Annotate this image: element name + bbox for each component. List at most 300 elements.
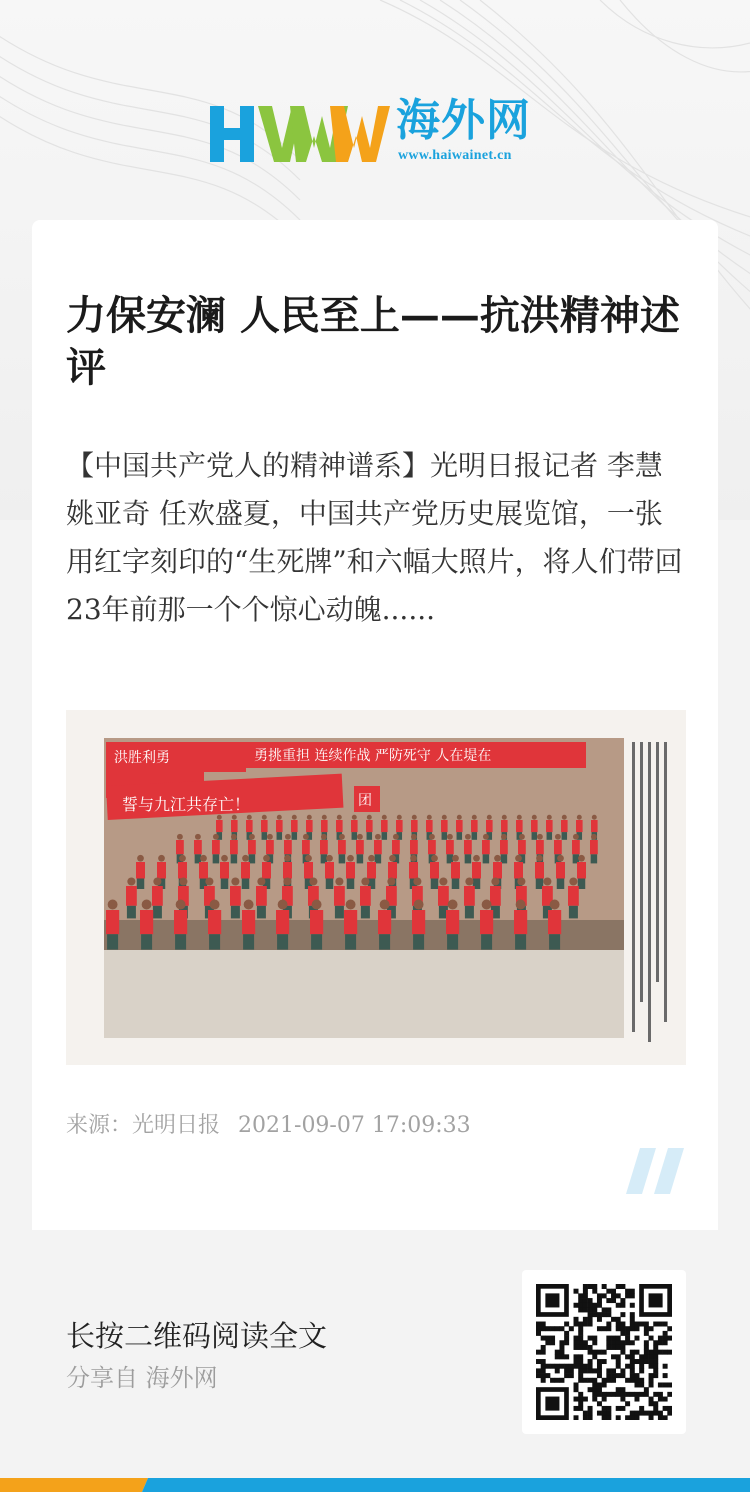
soldier-legs — [153, 906, 162, 919]
qr-module — [620, 1387, 625, 1392]
qr-module — [592, 1392, 597, 1397]
soldier-legs — [465, 854, 472, 863]
qr-module — [620, 1340, 625, 1345]
soldier-head — [517, 815, 522, 820]
soldier-figure — [212, 840, 220, 854]
soldier-figure — [230, 840, 238, 854]
qr-module — [667, 1326, 672, 1331]
qr-module — [541, 1373, 546, 1378]
qr-module — [597, 1298, 602, 1303]
qr-module — [555, 1364, 560, 1369]
qr-module — [578, 1336, 583, 1341]
qr-module — [616, 1354, 621, 1359]
soldier-legs — [262, 832, 268, 840]
qr-module — [536, 1373, 541, 1378]
qr-module — [536, 1350, 541, 1355]
banner-text: 勇挑重担 连续作战 严防死守 人在堤在 — [254, 748, 492, 764]
soldier-legs — [532, 832, 538, 840]
qr-module — [620, 1322, 625, 1327]
soldier-figure — [199, 862, 208, 879]
qr-module — [564, 1340, 569, 1345]
qr-module — [649, 1354, 654, 1359]
soldier-legs — [231, 906, 240, 919]
soldier-legs — [483, 854, 490, 863]
soldier-legs — [257, 906, 266, 919]
soldier-head — [532, 815, 537, 820]
qr-module — [536, 1322, 541, 1327]
soldier-head — [257, 877, 265, 885]
qr-module — [606, 1345, 611, 1350]
soldier-figure — [501, 820, 508, 832]
qr-module — [592, 1354, 597, 1359]
soldier-head — [427, 815, 432, 820]
qr-module — [625, 1401, 630, 1406]
soldier-head — [550, 900, 560, 910]
article-title: 力保安澜 人民至上——抗洪精神述评 — [66, 292, 680, 391]
soldier-figure — [490, 886, 501, 906]
soldier-figure — [136, 862, 145, 879]
soldier-legs — [442, 832, 448, 840]
qr-module — [658, 1382, 663, 1387]
soldier-figure — [536, 840, 544, 854]
soldier-figure — [230, 886, 241, 906]
qr-module — [616, 1364, 621, 1369]
qr-module — [564, 1364, 569, 1369]
qr-module — [592, 1289, 597, 1294]
qr-module — [574, 1336, 579, 1341]
qr-module — [667, 1382, 672, 1387]
qr-module — [667, 1406, 672, 1411]
soldier-figure — [126, 886, 137, 906]
soldier-figure — [302, 840, 310, 854]
qr-module — [559, 1340, 564, 1345]
qr-module — [588, 1303, 593, 1308]
qr-module — [616, 1387, 621, 1392]
soldier-legs — [339, 854, 346, 863]
soldier-head — [494, 855, 501, 862]
logo-text-cn: 海外网 — [396, 95, 531, 146]
qr-module — [634, 1350, 639, 1355]
qr-module — [630, 1312, 635, 1317]
qr-module — [588, 1312, 593, 1317]
qr-module — [578, 1326, 583, 1331]
qr-module — [649, 1350, 654, 1355]
qr-module — [649, 1326, 654, 1331]
qr-module — [588, 1411, 593, 1416]
soldier-figure — [291, 820, 298, 832]
qr-module — [574, 1397, 579, 1402]
soldier-head — [387, 877, 395, 885]
soldier-figure — [356, 840, 364, 854]
qr-module — [630, 1354, 635, 1359]
soldier-figure — [231, 820, 238, 832]
soldier-head — [213, 834, 219, 840]
qr-module — [653, 1392, 658, 1397]
qr-module — [583, 1340, 588, 1345]
soldier-head — [393, 834, 399, 840]
soldier-legs — [481, 934, 492, 949]
soldier-legs — [292, 832, 298, 840]
qr-module — [616, 1359, 621, 1364]
qr-module — [583, 1364, 588, 1369]
qr-module — [644, 1345, 649, 1350]
soldier-legs — [221, 879, 229, 890]
qr-code-icon — [536, 1284, 672, 1420]
soldier-figure — [241, 862, 250, 879]
qr-module — [653, 1411, 658, 1416]
soldier-head — [569, 877, 577, 885]
qr-module — [611, 1293, 616, 1298]
qr-code[interactable] — [522, 1270, 686, 1434]
qr-module — [592, 1312, 597, 1317]
soldier-figure — [441, 820, 448, 832]
soldier-head — [412, 815, 417, 820]
qr-module — [578, 1307, 583, 1312]
qr-module — [602, 1312, 607, 1317]
qr-module — [620, 1284, 625, 1289]
qr-module — [588, 1336, 593, 1341]
soldier-head — [263, 855, 270, 862]
qr-module — [564, 1322, 569, 1327]
soldier-figure — [446, 910, 459, 934]
soldier-figure — [482, 840, 490, 854]
soldier-legs — [549, 934, 560, 949]
qr-module — [644, 1350, 649, 1355]
qr-module — [583, 1411, 588, 1416]
qr-module — [620, 1303, 625, 1308]
soldier-legs — [578, 879, 586, 890]
qr-module — [644, 1326, 649, 1331]
soldier-head — [176, 900, 186, 910]
soldier-figure — [366, 820, 373, 832]
qr-module — [663, 1350, 668, 1355]
soldier-figure — [262, 862, 271, 879]
qr-module — [578, 1359, 583, 1364]
soldier-legs — [367, 832, 373, 840]
qr-module — [611, 1378, 616, 1383]
qr-module — [663, 1331, 668, 1336]
qr-module — [616, 1415, 621, 1420]
qr-module — [550, 1378, 555, 1383]
qr-module — [616, 1336, 621, 1341]
banner-text: 誓与九江共存亡！ — [122, 795, 251, 814]
soldier-figure — [590, 840, 598, 854]
qr-module — [663, 1322, 668, 1327]
soldier-head — [277, 815, 282, 820]
qr-module — [620, 1368, 625, 1373]
soldier-head — [465, 877, 473, 885]
quote-icon — [626, 1148, 690, 1194]
bottom-accent-bar — [0, 1478, 750, 1492]
qr-module — [644, 1392, 649, 1397]
qr-module — [583, 1293, 588, 1298]
qr-module — [620, 1331, 625, 1336]
soldier-figure — [500, 840, 508, 854]
soldier-figure — [106, 910, 119, 934]
qr-module — [583, 1307, 588, 1312]
soldier-head — [429, 834, 435, 840]
qr-module — [574, 1289, 579, 1294]
qr-module — [536, 1326, 541, 1331]
soldier-legs — [447, 934, 458, 949]
qr-module — [620, 1350, 625, 1355]
qr-module — [653, 1373, 658, 1378]
qr-module — [649, 1397, 654, 1402]
soldier-figure — [283, 862, 292, 879]
soldier-head — [179, 877, 187, 885]
qr-module — [611, 1392, 616, 1397]
qr-module — [555, 1378, 560, 1383]
soldier-legs — [591, 854, 598, 863]
qr-module — [630, 1392, 635, 1397]
qr-module — [653, 1406, 658, 1411]
qr-module — [578, 1354, 583, 1359]
qr-module — [611, 1298, 616, 1303]
qr-module — [541, 1350, 546, 1355]
soldier-legs — [547, 832, 553, 840]
soldier-head — [262, 815, 267, 820]
qr-module — [578, 1293, 583, 1298]
soldier-head — [247, 815, 252, 820]
soldier-figure — [456, 820, 463, 832]
soldier-legs — [107, 934, 118, 949]
qr-module — [583, 1303, 588, 1308]
soldier-legs — [357, 854, 364, 863]
qr-module — [649, 1415, 654, 1420]
soldier-figure — [576, 820, 583, 832]
soldier-legs — [352, 832, 358, 840]
soldier-head — [543, 877, 551, 885]
soldier-figure — [310, 910, 323, 934]
qr-finder — [545, 1293, 559, 1307]
qr-module — [630, 1293, 635, 1298]
qr-module — [658, 1392, 663, 1397]
soldier-figure — [334, 886, 345, 906]
qr-module — [611, 1317, 616, 1322]
qr-module — [634, 1382, 639, 1387]
soldier-head — [368, 855, 375, 862]
qr-module — [639, 1378, 644, 1383]
qr-module — [630, 1378, 635, 1383]
qr-module — [639, 1322, 644, 1327]
qr-module — [606, 1322, 611, 1327]
soldier-head — [309, 877, 317, 885]
soldier-head — [242, 855, 249, 862]
soldier-figure — [351, 820, 358, 832]
qr-module — [616, 1322, 621, 1327]
soldier-legs — [242, 879, 250, 890]
soldier-figure — [535, 862, 544, 879]
hww-logo-icon — [210, 102, 390, 164]
qr-module — [592, 1340, 597, 1345]
soldier-legs — [141, 934, 152, 949]
soldier-figure — [464, 840, 472, 854]
soldier-figure — [320, 840, 328, 854]
soldier-head — [312, 900, 322, 910]
soldier-figure — [556, 862, 565, 879]
soldier-figure — [591, 820, 598, 832]
qr-module — [574, 1340, 579, 1345]
soldier-head — [591, 834, 597, 840]
qr-module — [574, 1359, 579, 1364]
qr-module — [606, 1336, 611, 1341]
qr-module — [620, 1298, 625, 1303]
soldier-figure — [208, 910, 221, 934]
soldier-legs — [209, 934, 220, 949]
qr-module — [597, 1411, 602, 1416]
qr-module — [588, 1406, 593, 1411]
qr-module — [578, 1406, 583, 1411]
soldier-figure — [256, 886, 267, 906]
qr-module — [630, 1350, 635, 1355]
soldier-figure — [194, 840, 202, 854]
soldier-legs — [231, 854, 238, 863]
soldier-figure — [140, 910, 153, 934]
soldier-head — [137, 855, 144, 862]
qr-module — [536, 1331, 541, 1336]
qr-module — [649, 1382, 654, 1387]
qr-module — [620, 1373, 625, 1378]
qr-module — [541, 1364, 546, 1369]
qr-module — [597, 1359, 602, 1364]
qr-module — [606, 1406, 611, 1411]
qr-module — [616, 1326, 621, 1331]
article-summary: 【中国共产党人的精神谱系】光明日报记者 李慧 姚亚奇 任欢盛夏，中国共产党历史展览馆，一张用红字刻印的“生死牌”和六幅大照片，将人们带回23年前那一个个惊心动魄...... — [66, 449, 683, 626]
soldier-figure — [561, 820, 568, 832]
soldier-figure — [518, 840, 526, 854]
qr-module — [536, 1359, 541, 1364]
soldier-figure — [276, 820, 283, 832]
qr-module — [602, 1415, 607, 1420]
soldier-head — [555, 834, 561, 840]
qr-module — [564, 1354, 569, 1359]
qr-module — [574, 1382, 579, 1387]
qr-module — [597, 1326, 602, 1331]
qr-module — [644, 1322, 649, 1327]
soldier-head — [491, 877, 499, 885]
qr-module — [606, 1298, 611, 1303]
qr-module — [569, 1373, 574, 1378]
soldier-figure — [486, 820, 493, 832]
qr-module — [545, 1340, 550, 1345]
soldier-head — [232, 815, 237, 820]
qr-module — [559, 1364, 564, 1369]
qr-module — [555, 1368, 560, 1373]
qr-module — [667, 1336, 672, 1341]
soldier-figure — [480, 910, 493, 934]
soldier-legs — [347, 879, 355, 890]
qr-module — [639, 1392, 644, 1397]
qr-module — [597, 1317, 602, 1322]
crowd — [106, 815, 598, 950]
qr-module — [574, 1345, 579, 1350]
qr-module — [653, 1364, 658, 1369]
qr-module — [611, 1345, 616, 1350]
qr-module — [616, 1392, 621, 1397]
qr-module — [644, 1359, 649, 1364]
source-label: 来源：光明日报 — [66, 1113, 221, 1138]
qr-module — [653, 1359, 658, 1364]
qr-module — [536, 1368, 541, 1373]
soldier-head — [337, 815, 342, 820]
soldier-head — [502, 815, 507, 820]
qr-module — [569, 1368, 574, 1373]
qr-module — [625, 1336, 630, 1341]
soldier-head — [487, 815, 492, 820]
painting-illustration — [66, 710, 686, 1065]
soldier-head — [231, 834, 237, 840]
soldier-head — [326, 855, 333, 862]
qr-module — [541, 1345, 546, 1350]
qr-module — [634, 1411, 639, 1416]
soldier-figure — [412, 910, 425, 934]
soldier-head — [515, 855, 522, 862]
qr-module — [550, 1364, 555, 1369]
soldier-figure — [396, 820, 403, 832]
qr-module — [602, 1359, 607, 1364]
soldier-head — [411, 834, 417, 840]
soldier-head — [413, 877, 421, 885]
qr-module — [583, 1289, 588, 1294]
article-image[interactable] — [66, 710, 686, 1065]
qr-module — [602, 1411, 607, 1416]
qr-module — [574, 1303, 579, 1308]
soldier-figure — [338, 840, 346, 854]
soldier-figure — [284, 840, 292, 854]
qr-module — [630, 1415, 635, 1420]
article-card[interactable] — [32, 220, 718, 1230]
soldier-figure — [392, 840, 400, 854]
soldier-head — [472, 815, 477, 820]
soldier-head — [217, 815, 222, 820]
soldier-figure — [360, 886, 371, 906]
soldier-figure — [242, 910, 255, 934]
soldier-figure — [411, 820, 418, 832]
soldier-figure — [464, 886, 475, 906]
soldier-legs — [335, 906, 344, 919]
qr-module — [578, 1322, 583, 1327]
soldier-figure — [321, 820, 328, 832]
qr-module — [541, 1326, 546, 1331]
qr-module — [649, 1364, 654, 1369]
soldier-head — [205, 877, 213, 885]
qr-module — [569, 1364, 574, 1369]
soldier-head — [142, 900, 152, 910]
qr-module — [630, 1340, 635, 1345]
qr-module — [588, 1350, 593, 1355]
qr-module — [649, 1359, 654, 1364]
qr-module — [620, 1406, 625, 1411]
soldier-figure — [381, 820, 388, 832]
qr-finder — [649, 1293, 663, 1307]
soldier-legs — [379, 934, 390, 949]
qr-module — [578, 1373, 583, 1378]
qr-module — [583, 1322, 588, 1327]
soldier-head — [537, 834, 543, 840]
qr-module — [625, 1354, 630, 1359]
qr-module — [649, 1401, 654, 1406]
qr-module — [653, 1401, 658, 1406]
soldier-legs — [515, 934, 526, 949]
site-logo[interactable] — [210, 95, 550, 170]
soldier-legs — [311, 934, 322, 949]
qr-module — [644, 1387, 649, 1392]
soldier-head — [307, 815, 312, 820]
soldier-legs — [472, 832, 478, 840]
qr-module — [597, 1401, 602, 1406]
qr-module — [658, 1411, 663, 1416]
soldier-head — [473, 855, 480, 862]
